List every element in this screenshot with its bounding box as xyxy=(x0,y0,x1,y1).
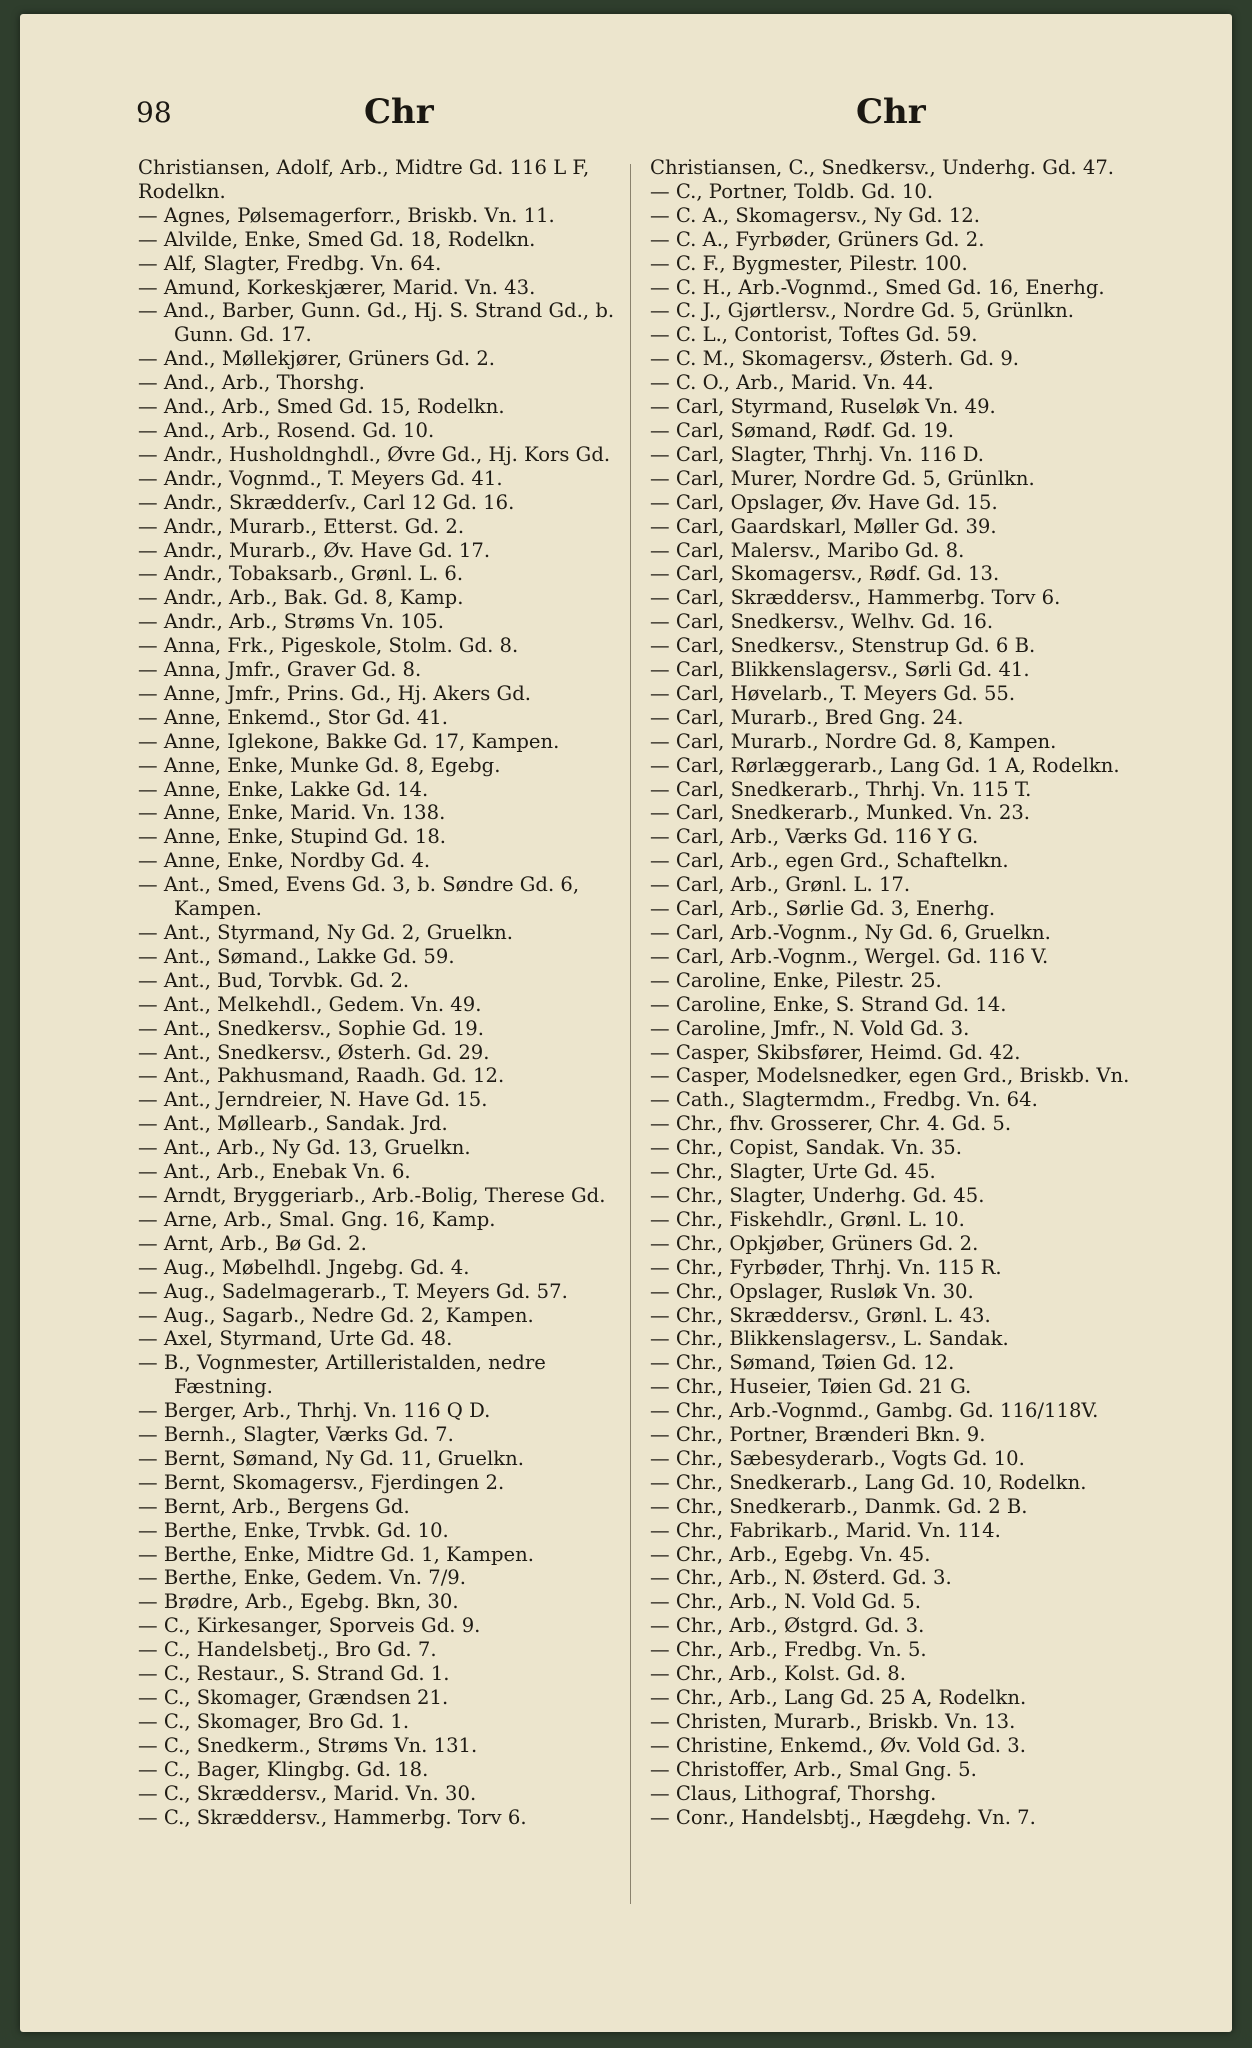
directory-entry: — Berthe, Enke, Trvbk. Gd. 10. xyxy=(138,1518,449,1542)
directory-entry: — Ant., Møllearb., Sandak. Jrd. xyxy=(138,1112,448,1136)
directory-entry: — Christine, Enkemd., Øv. Vold Gd. 3. xyxy=(650,1733,1026,1757)
directory-entry: — Chr., Fabrikarb., Marid. Vn. 114. xyxy=(650,1518,1001,1542)
directory-entry: — Carl, Snedkerarb., Munked. Vn. 23. xyxy=(650,801,1031,825)
directory-entry: — Carl, Murer, Nordre Gd. 5, Grünlkn. xyxy=(650,466,1035,490)
directory-entry: — C., Bager, Klingbg. Gd. 18. xyxy=(138,1757,429,1781)
directory-entry: — Bernh., Slagter, Værks Gd. 7. xyxy=(138,1423,454,1447)
directory-entry: — Andr., Murarb., Øv. Have Gd. 17. xyxy=(138,538,491,562)
directory-entry: — Aug., Møbelhdl. Jngebg. Gd. 4. xyxy=(138,1255,470,1279)
directory-entry: — Bernt, Skomagersv., Fjerdingen 2. xyxy=(138,1470,505,1494)
directory-entry: — C., Skomager, Bro Gd. 1. xyxy=(138,1709,410,1733)
directory-entry: — Anne, Enke, Lakke Gd. 14. xyxy=(138,777,429,801)
directory-entry: — Chr., Arb., N. Vold Gd. 5. xyxy=(650,1590,921,1614)
directory-entry: — Berger, Arb., Thrhj. Vn. 116 Q D. xyxy=(138,1399,491,1423)
directory-entry: — Ant., Jerndreier, N. Have Gd. 15. xyxy=(138,1088,488,1112)
directory-entry: — Chr., Portner, Brænderi Bkn. 9. xyxy=(650,1423,986,1447)
directory-entry: — Carl, Sømand, Rødf. Gd. 19. xyxy=(650,418,954,442)
directory-entry: — Carl, Opslager, Øv. Have Gd. 15. xyxy=(650,490,998,514)
directory-entry: — C., Snedkerm., Strøms Vn. 131. xyxy=(138,1733,478,1757)
directory-entry: — Chr., Snedkerarb., Lang Gd. 10, Rodelkn. xyxy=(650,1470,1087,1494)
directory-entry: — And., Arb., Rosend. Gd. 10. xyxy=(138,418,435,442)
directory-entry: — Alf, Slagter, Fredbg. Vn. 64. xyxy=(138,251,442,275)
directory-entry: — Carl, Slagter, Thrhj. Vn. 116 D. xyxy=(650,442,984,466)
directory-entry: — Ant., Bud, Torvbk. Gd. 2. xyxy=(138,968,410,992)
directory-entry: — Brødre, Arb., Egebg. Bkn, 30. xyxy=(138,1590,459,1614)
directory-entry: — Chr., Arb., N. Østerd. Gd. 3. xyxy=(650,1566,952,1590)
directory-entry: — Carl, Malersv., Maribo Gd. 8. xyxy=(650,538,965,562)
directory-entry: — Caroline, Jmfr., N. Vold Gd. 3. xyxy=(650,1016,970,1040)
directory-entry: — Caroline, Enke, Pilestr. 25. xyxy=(650,968,942,992)
directory-entry: — Chr., Blikkenslagersv., L. Sandak. xyxy=(650,1327,1009,1351)
directory-entry: — Chr., Arb., Egebg. Vn. 45. xyxy=(650,1542,931,1566)
directory-entry: — Chr., Sømand, Tøien Gd. 12. xyxy=(650,1351,955,1375)
directory-entry: — Chr., Copist, Sandak. Vn. 35. xyxy=(650,1136,962,1160)
directory-entry: — Carl, Snedkerarb., Thrhj. Vn. 115 T. xyxy=(650,777,1032,801)
directory-entry: — Alvilde, Enke, Smed Gd. 18, Rodelkn. xyxy=(138,227,536,251)
directory-entry: — Christoffer, Arb., Smal Gng. 5. xyxy=(650,1757,977,1781)
directory-entry: — Casper, Modelsnedker, egen Grd., Briskb. Vn. xyxy=(650,1064,1130,1088)
directory-entry: — Ant., Arb., Ny Gd. 13, Gruelkn. xyxy=(138,1136,471,1160)
directory-entry: — Carl, Arb., Grønl. L. 17. xyxy=(650,873,911,897)
directory-entry: — Carl, Arb.-Vognm., Ny Gd. 6, Gruelkn. xyxy=(650,921,1051,944)
right-column xyxy=(650,156,1132,1829)
directory-entry: — Chr., Opslager, Rusløk Vn. 30. xyxy=(650,1279,974,1303)
directory-entry: — Bernt, Arb., Bergens Gd. xyxy=(138,1494,410,1518)
directory-entry: — Conr., Handelsbtj., Hægdehg. Vn. 7. xyxy=(650,1805,1036,1829)
directory-entry: — Carl, Murarb., Nordre Gd. 8, Kampen. xyxy=(650,729,1057,753)
directory-entry: — And., Møllekjører, Grüners Gd. 2. xyxy=(138,347,496,371)
directory-entry: — Carl, Arb., Sørlie Gd. 3, Enerhg. xyxy=(650,897,996,921)
directory-entry: — Andr., Arb., Bak. Gd. 8, Kamp. xyxy=(138,586,464,610)
directory-entry: — Claus, Lithograf, Thorshg. xyxy=(650,1781,937,1805)
directory-entry: — Chr., fhv. Grosserer, Chr. 4. Gd. 5. xyxy=(650,1112,1012,1136)
directory-entry: — Andr., Vognmd., T. Meyers Gd. 41. xyxy=(138,466,503,490)
directory-entry: — Berthe, Enke, Gedem. Vn. 7/9. xyxy=(138,1566,466,1590)
directory-entry: — Carl, Arb., egen Grd., Schaftelkn. xyxy=(650,849,1009,873)
page-number: 98 xyxy=(136,96,172,129)
directory-entry: — Chr., Arb., Kolst. Gd. 8. xyxy=(650,1662,906,1686)
directory-entry: — Ant., Pakhusmand, Raadh. Gd. 12. xyxy=(138,1064,505,1088)
directory-entry: — B., Vognmester, Artilleristalden, nedre Fæstning. xyxy=(138,1351,546,1399)
directory-entry: — Chr., Skræddersv., Grønl. L. 43. xyxy=(650,1303,991,1327)
directory-entry: — Arndt, Bryggeriarb., Arb.-Bolig, Therese Gd. xyxy=(138,1183,606,1207)
directory-entry: — Anna, Jmfr., Graver Gd. 8. xyxy=(138,658,422,682)
directory-entry: — Anne, Enke, Stupind Gd. 18. xyxy=(138,825,447,849)
left-column xyxy=(138,156,620,1829)
directory-entry: — Arnt, Arb., Bø Gd. 2. xyxy=(138,1231,367,1255)
directory-entry: — C., Restaur., S. Strand Gd. 1. xyxy=(138,1662,450,1686)
directory-entry: — Christen, Murarb., Briskb. Vn. 13. xyxy=(650,1709,1016,1733)
directory-entry: — Caroline, Enke, S. Strand Gd. 14. xyxy=(650,992,1007,1016)
directory-entry: — Ant., Melkehdl., Gedem. Vn. 49. xyxy=(138,992,482,1016)
directory-entry: — C., Skomager, Grændsen 21. xyxy=(138,1686,449,1709)
directory-entry: — Aug., Sagarb., Nedre Gd. 2, Kampen. xyxy=(138,1303,534,1327)
directory-entry: — Chr., Fiskehdlr., Grønl. L. 10. xyxy=(650,1207,965,1231)
directory-entry: — Anne, Iglekone, Bakke Gd. 17, Kampen. xyxy=(138,729,560,753)
directory-entry: — Anne, Jmfr., Prins. Gd., Hj. Akers Gd. xyxy=(138,681,531,705)
directory-entry: — And., Arb., Smed Gd. 15, Rodelkn. xyxy=(138,395,505,419)
directory-entry: — Chr., Snedkerarb., Danmk. Gd. 2 B. xyxy=(650,1494,1028,1518)
directory-entry: — Arne, Arb., Smal. Gng. 16, Kamp. xyxy=(138,1207,496,1231)
directory-entry: — C. F., Bygmester, Pilestr. 100. xyxy=(650,251,968,275)
page-header xyxy=(20,14,1232,144)
directory-entry: — Carl, Styrmand, Ruseløk Vn. 49. xyxy=(650,395,996,419)
directory-entry: — Ant., Sømand., Lakke Gd. 59. xyxy=(138,944,455,968)
directory-entry: — Chr., Sæbesyderarb., Vogts Gd. 10. xyxy=(650,1446,1025,1470)
directory-entry: — Casper, Skibsfører, Heimd. Gd. 42. xyxy=(650,1040,1021,1064)
directory-entry: — Chr., Huseier, Tøien Gd. 21 G. xyxy=(650,1375,972,1399)
directory-entry: — Berthe, Enke, Midtre Gd. 1, Kampen. xyxy=(138,1542,534,1566)
directory-entry: Christiansen, C., Snedkersv., Underhg. Gd. 47. xyxy=(650,156,1115,179)
directory-entry: — Andr., Tobaksarb., Grønl. L. 6. xyxy=(138,562,464,586)
directory-entry: — Carl, Snedkersv., Welhv. Gd. 16. xyxy=(650,610,994,634)
directory-entry: — Bernt, Sømand, Ny Gd. 11, Gruelkn. xyxy=(138,1446,524,1470)
directory-page xyxy=(20,14,1232,2032)
running-head-right: Chr xyxy=(856,92,926,132)
directory-entry: — C., Handelsbetj., Bro Gd. 7. xyxy=(138,1638,437,1662)
directory-entry: — And., Barber, Gunn. Gd., Hj. S. Strand Gd., b. Gunn. Gd. 17. xyxy=(138,299,615,347)
directory-entry: — Carl, Skomagersv., Rødf. Gd. 13. xyxy=(650,562,1000,586)
directory-entry: — Carl, Murarb., Bred Gng. 24. xyxy=(650,705,964,729)
directory-entry: — Carl, Blikkenslagersv., Sørli Gd. 41. xyxy=(650,658,1030,682)
directory-entry: — Carl, Gaardskarl, Møller Gd. 39. xyxy=(650,514,997,538)
directory-entry: — Axel, Styrmand, Urte Gd. 48. xyxy=(138,1327,453,1351)
directory-entry: — C., Skræddersv., Marid. Vn. 30. xyxy=(138,1781,477,1805)
directory-entry: — Carl, Snedkersv., Stenstrup Gd. 6 B. xyxy=(650,634,1036,658)
directory-entry: — Anne, Enke, Munke Gd. 8, Egebg. xyxy=(138,753,501,777)
directory-entry: — Chr., Arb., Østgrd. Gd. 3. xyxy=(650,1614,925,1638)
directory-entry: — Cath., Slagtermdm., Fredbg. Vn. 64. xyxy=(650,1088,1038,1112)
directory-entry: — Carl, Arb.-Vognm., Wergel. Gd. 116 V. xyxy=(650,944,1049,968)
directory-entry: — Agnes, Pølsemagerforr., Briskb. Vn. 11. xyxy=(138,203,555,227)
directory-entry: — Anne, Enke, Marid. Vn. 138. xyxy=(138,801,446,825)
directory-entry: — Aug., Sadelmagerarb., T. Meyers Gd. 57. xyxy=(138,1279,568,1303)
directory-entry: — Ant., Styrmand, Ny Gd. 2, Gruelkn. xyxy=(138,921,513,944)
directory-entry: — Ant., Arb., Enebak Vn. 6. xyxy=(138,1160,411,1184)
directory-entry: — C. J., Gjørtlersv., Nordre Gd. 5, Grünlkn. xyxy=(650,299,1074,323)
directory-entry: — Andr., Husholdnghdl., Øvre Gd., Hj. Kors Gd. xyxy=(138,442,611,466)
directory-entry: — C. H., Arb.-Vognmd., Smed Gd. 16, Enerhg. xyxy=(650,275,1105,299)
directory-entry: — C., Portner, Toldb. Gd. 10. xyxy=(650,179,934,203)
directory-entry: — Amund, Korkeskjærer, Marid. Vn. 43. xyxy=(138,275,536,299)
directory-entry: — And., Arb., Thorshg. xyxy=(138,371,365,395)
directory-entry: — Ant., Snedkersv., Sophie Gd. 19. xyxy=(138,1016,484,1040)
directory-entry: — Chr., Fyrbøder, Thrhj. Vn. 115 R. xyxy=(650,1255,1002,1279)
directory-entry: — Ant., Smed, Evens Gd. 3, b. Søndre Gd. 6, Kampen. xyxy=(138,873,580,921)
directory-entry: — Carl, Skræddersv., Hammerbg. Torv 6. xyxy=(650,586,1061,610)
directory-entry: — Andr., Skrædderſv., Carl 12 Gd. 16. xyxy=(138,490,515,514)
directory-entry: — Ant., Snedkersv., Østerh. Gd. 29. xyxy=(138,1040,490,1064)
directory-entry: — Chr., Arb., Lang Gd. 25 A, Rodelkn. xyxy=(650,1686,1027,1709)
directory-entry: — Andr., Arb., Strøms Vn. 105. xyxy=(138,610,444,634)
directory-entry: — Carl, Høvelarb., T. Meyers Gd. 55. xyxy=(650,681,1016,705)
directory-entry: — C., Kirkesanger, Sporveis Gd. 9. xyxy=(138,1614,481,1638)
column-divider xyxy=(630,164,631,1904)
directory-entry: — C. A., Fyrbøder, Grüners Gd. 2. xyxy=(650,227,985,251)
running-head-left: Chr xyxy=(364,92,434,132)
directory-entry: — Anne, Enke, Nordby Gd. 4. xyxy=(138,849,431,873)
directory-entry: — Carl, Arb., Værks Gd. 116 Y G. xyxy=(650,825,979,849)
directory-entry: — Anne, Enkemd., Stor Gd. 41. xyxy=(138,705,448,729)
directory-entry: Christiansen, Adolf, Arb., Midtre Gd. 116 L F, Rodelkn. xyxy=(138,156,590,203)
directory-entry: — Chr., Slagter, Underhg. Gd. 45. xyxy=(650,1183,985,1207)
directory-entry: — Chr., Slagter, Urte Gd. 45. xyxy=(650,1160,936,1184)
directory-entry: — C. M., Skomagersv., Østerh. Gd. 9. xyxy=(650,347,1020,371)
directory-entry: — Chr., Opkjøber, Grüners Gd. 2. xyxy=(650,1231,979,1255)
directory-entry: — Chr., Arb.-Vognmd., Gambg. Gd. 116/118V. xyxy=(650,1399,1099,1423)
directory-entry: — Carl, Rørlæggerarb., Lang Gd. 1 A, Rodelkn. xyxy=(650,753,1120,777)
directory-entry: — C. O., Arb., Marid. Vn. 44. xyxy=(650,371,934,395)
directory-entry: — Andr., Murarb., Etterst. Gd. 2. xyxy=(138,514,465,538)
directory-entry: — Anna, Frk., Pigeskole, Stolm. Gd. 8. xyxy=(138,634,519,658)
directory-entry: — C., Skræddersv., Hammerbg. Torv 6. xyxy=(138,1805,527,1829)
directory-entry: — C. L., Contorist, Toftes Gd. 59. xyxy=(650,323,978,347)
directory-entry: — C. A., Skomagersv., Ny Gd. 12. xyxy=(650,203,981,227)
directory-entry: — Chr., Arb., Fredbg. Vn. 5. xyxy=(650,1638,927,1662)
